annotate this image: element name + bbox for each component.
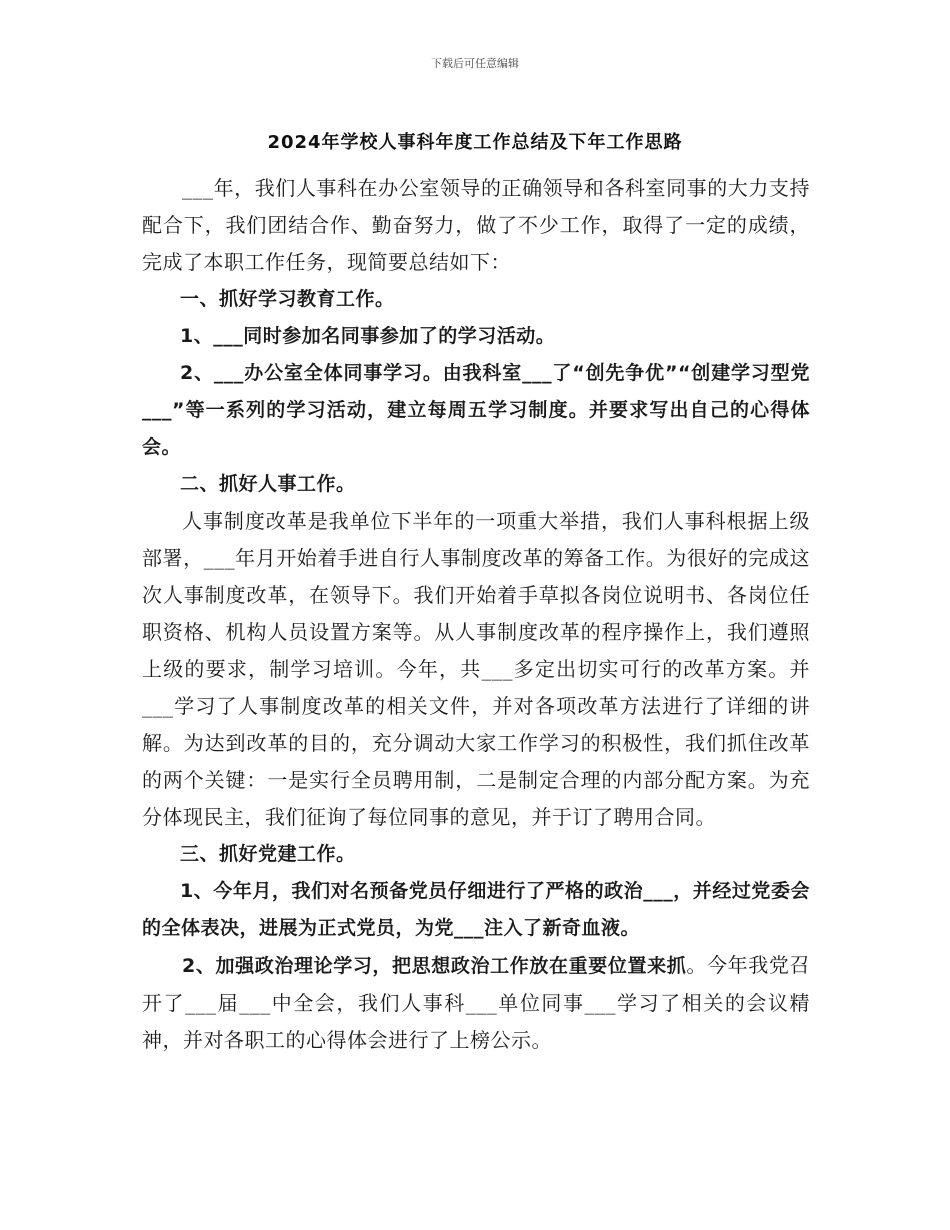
section-2-heading: 二、抓好人事工作。 — [180, 473, 356, 495]
section-1-heading: 一、抓好学习教育工作。 — [180, 288, 395, 310]
section-2-body: 人事制度改革是我单位下半年的一项重大举措，我们人事科根据上级部署，___年月开始着手进自行人事制度改革的筹备工作。为很好的完成这次人事制度改革，在领导下。我们开始着手草拟各岗位说明书、各岗位任职资格、机构人员设置方案等。从人事制度改革的程序操作上，我们遵照上级的要求，制学习培训。今年，共___多定出切实可行的改革方案。并___学习了人事制度改革的相关文件，并对各项改革方法进行了详细的讲解。为达到改革的目的，充分调动大家工作学习的积极性，我们抓住改革的两个关键：一是实行全员聘用制，二是制定合理的内部分配方案。为充分体现民主，我们征询了每位同事的意见，并于订了聘用合同。 — [142, 509, 810, 829]
document-body — [142, 170, 810, 1059]
section-3-item-2-text: 。今年我党召开了___届___中全会，我们人事科___单位同事___学习了相关的会议精神，并对各职工的心得体会进行了上榜公示。 — [142, 953, 810, 1052]
section-3-item-2-lead: 2、加强政治理论学习，把思想政治工作放在重要位置来抓 — [182, 955, 687, 977]
intro-paragraph: ___年，我们人事科在办公室领导的正确领导和各科室同事的大力支持配合下，我们团结合作、勤奋努力，做了不少工作，取得了一定的成绩，完成了本职工作任务，现简要总结如下： — [142, 176, 810, 274]
section-1-item-1: 1、___同时参加名同事参加了的学习活动。 — [180, 325, 556, 347]
section-3-heading: 三、抓好党建工作。 — [180, 843, 356, 865]
document-title: 2024年学校人事科年度工作总结及下年工作思路 — [267, 132, 683, 153]
section-3-item-1: 1、今年月，我们对名预备党员仔细进行了严格的政治___，并经过党委会的全体表决，进展为正式党员，为党___注入了新奇血液。 — [142, 880, 810, 939]
header-note: 下载后可任意编辑 — [431, 57, 519, 70]
section-1-item-2: 2、___办公室全体同事学习。由我科室___了“创先争优”“创建学习型党___”等一系列的学习活动，建立每周五学习制度。并要求写出自己的心得体会。 — [142, 362, 810, 458]
section-3-item-2 — [142, 947, 810, 1059]
